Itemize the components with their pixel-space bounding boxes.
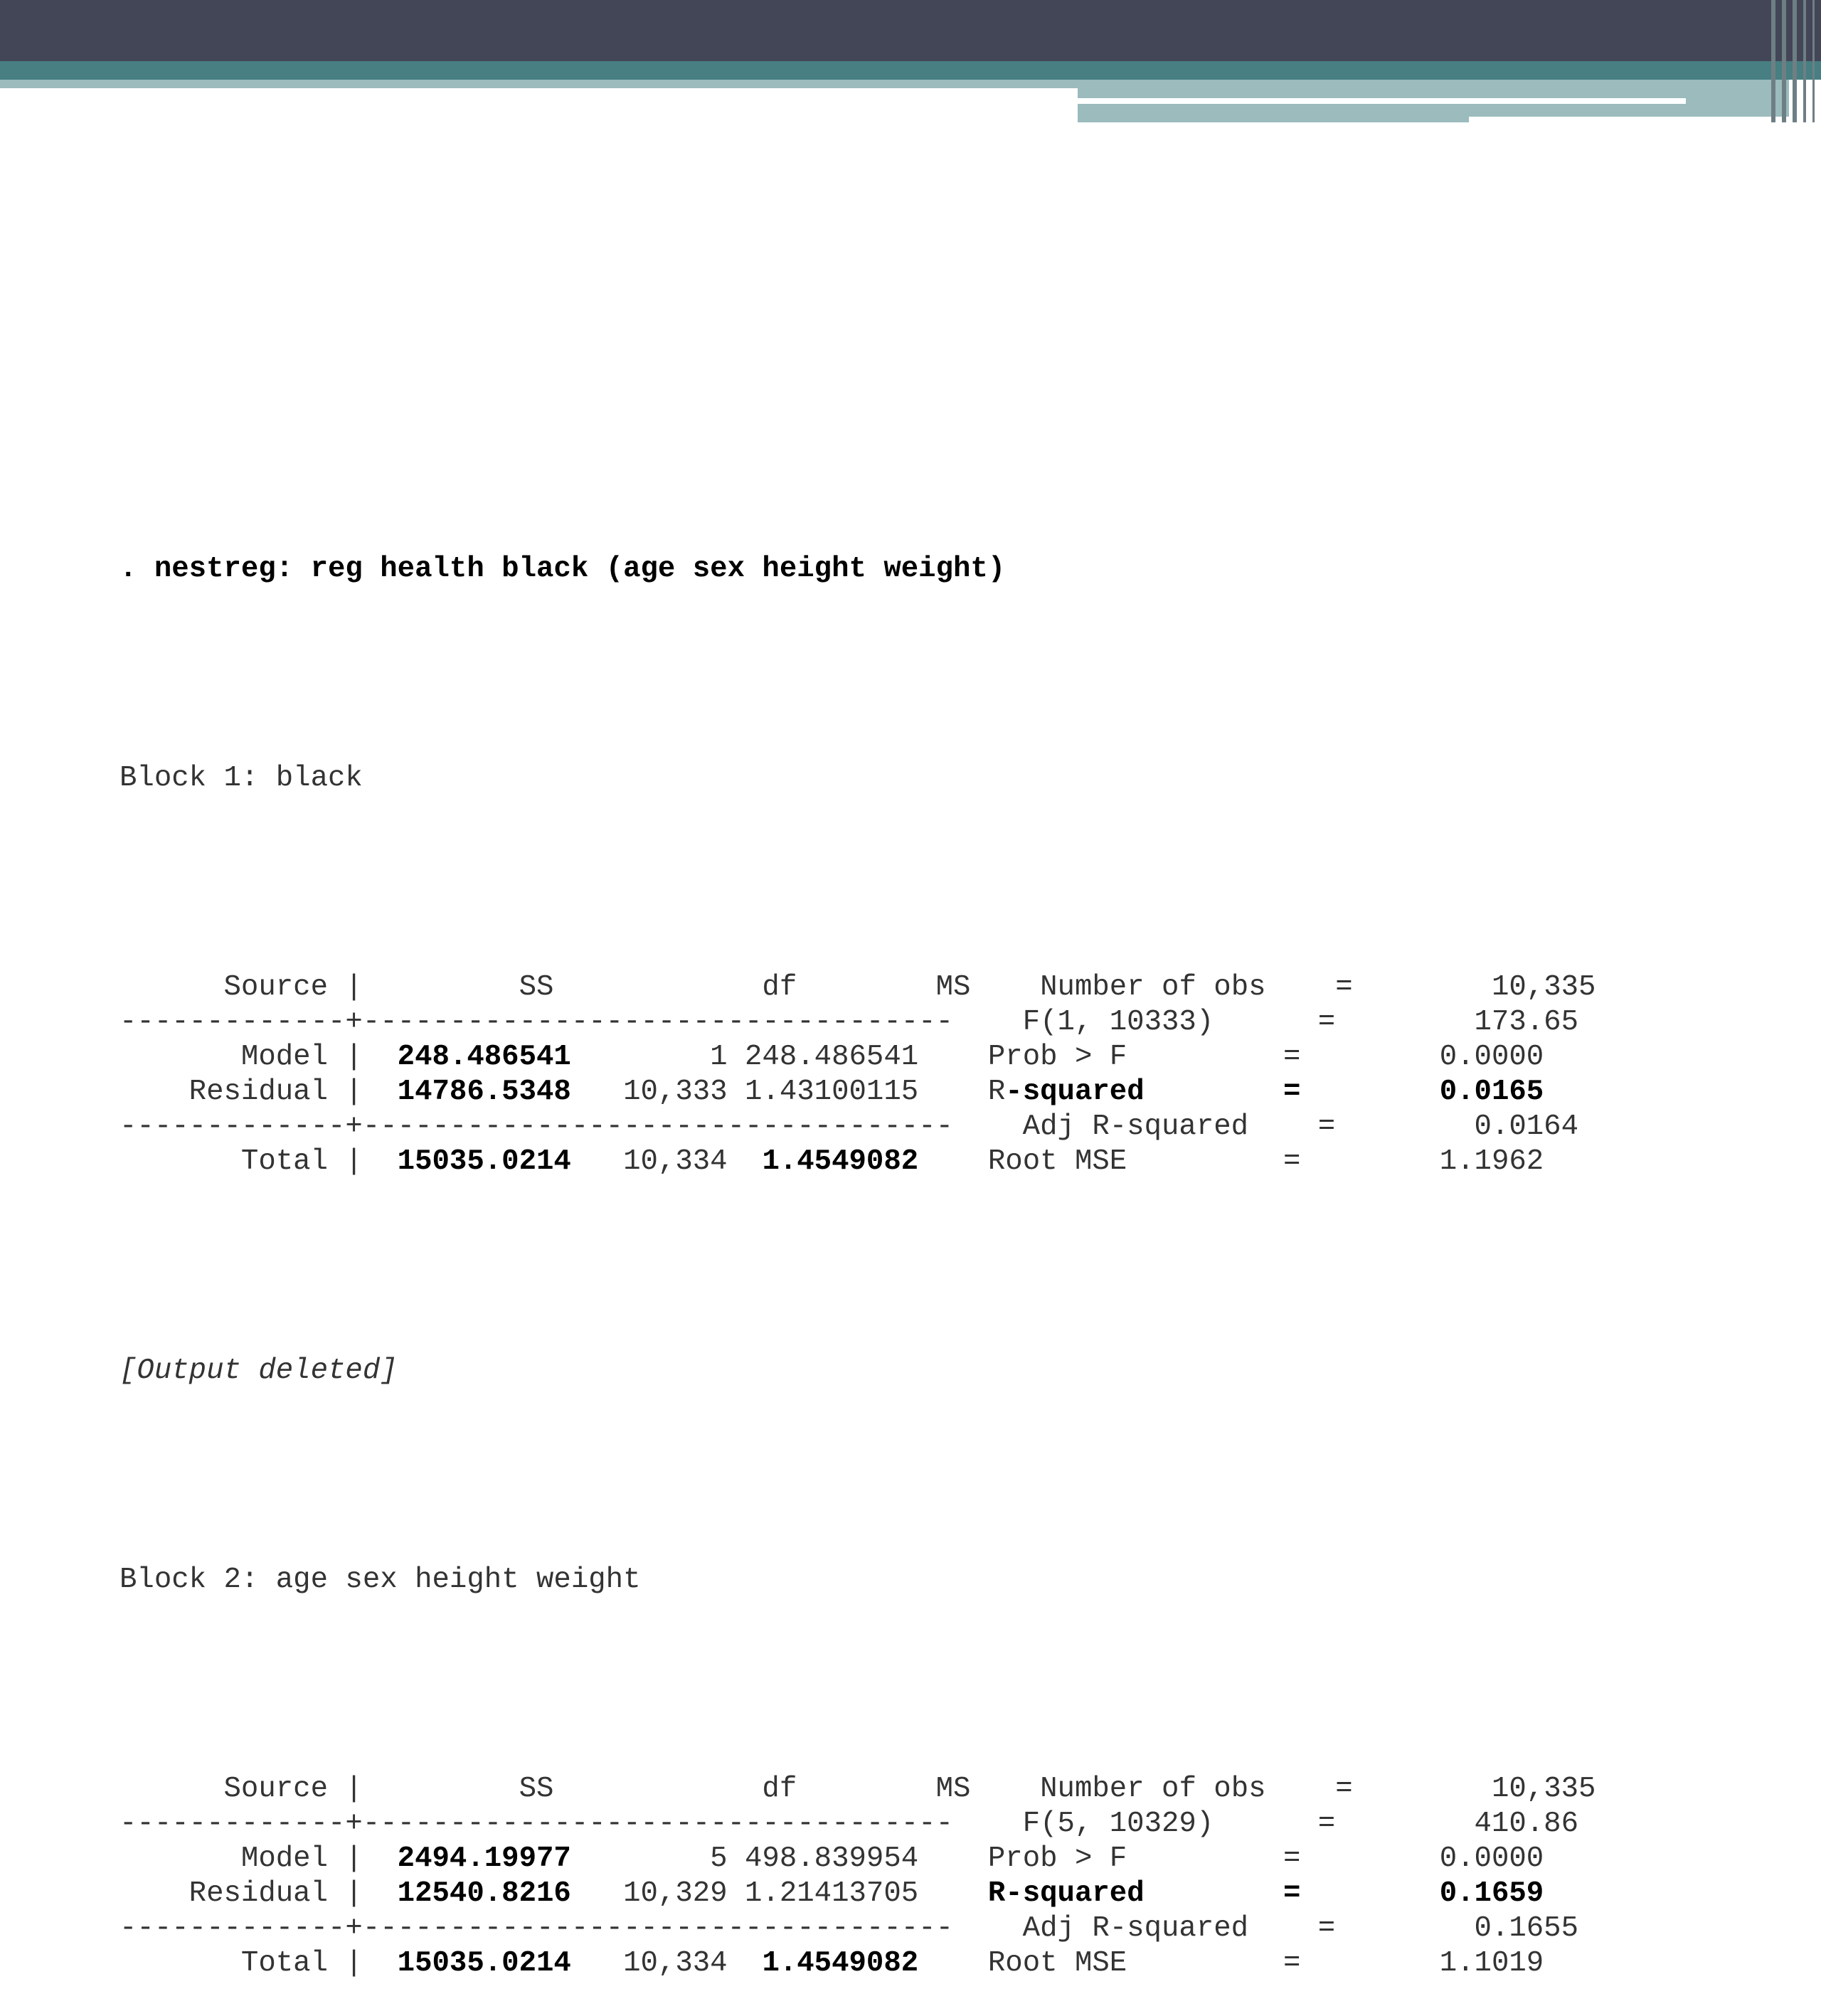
spacer bbox=[918, 1145, 988, 1178]
spacer bbox=[970, 1773, 1040, 1805]
stat-equals: = bbox=[1283, 1076, 1301, 1108]
stat-value: 1.1962 bbox=[1300, 1145, 1544, 1178]
command-line: . nestreg: reg health black (age sex height weight) bbox=[120, 553, 1006, 585]
spacer bbox=[953, 1808, 1023, 1840]
stata-output bbox=[120, 482, 1596, 2016]
spacer bbox=[918, 1947, 988, 1980]
stat-label: F(1, 10333) bbox=[1022, 1006, 1318, 1039]
spacer bbox=[728, 1947, 763, 1980]
spacer bbox=[918, 1041, 988, 1073]
header-vertical-stripe bbox=[1812, 0, 1815, 122]
stat-value: 0.0164 bbox=[1335, 1110, 1579, 1143]
row-df: 5 bbox=[570, 1842, 728, 1875]
stat-value: 0.0000 bbox=[1300, 1041, 1544, 1073]
row-ss: 248.486541 bbox=[397, 1041, 571, 1073]
column-header-ss: SS bbox=[362, 1773, 554, 1805]
spacer bbox=[918, 1877, 988, 1910]
table-header bbox=[120, 970, 1596, 1005]
stat-equals: = bbox=[1317, 1110, 1336, 1143]
table-row bbox=[120, 1040, 1596, 1075]
separator-rule: -------------+---------------------------------- bbox=[120, 1808, 953, 1840]
row-source: Residual | bbox=[120, 1076, 398, 1108]
stat-label: Prob > F bbox=[987, 1041, 1283, 1073]
row-df: 10,334 bbox=[570, 1947, 728, 1980]
header-light-bar bbox=[0, 80, 1078, 88]
blank-line bbox=[120, 1667, 1596, 1702]
column-header-df: df bbox=[553, 971, 797, 1004]
header-teal-bar bbox=[0, 61, 1821, 80]
stat-value: 10,335 bbox=[1352, 971, 1596, 1004]
spacer bbox=[953, 1110, 1023, 1143]
stat-label: -squared bbox=[1005, 1076, 1145, 1108]
row-source: Total | bbox=[120, 1947, 398, 1980]
stat-label: Number of obs bbox=[1040, 971, 1336, 1004]
header-dark-bar bbox=[0, 0, 1821, 61]
table-separator bbox=[120, 1911, 1596, 1946]
output-deleted-note: [Output deleted] bbox=[120, 1354, 398, 1387]
stat-label: Root MSE bbox=[987, 1145, 1283, 1178]
anova-block-2 bbox=[120, 1772, 1596, 1981]
stat-value: 10,335 bbox=[1352, 1773, 1596, 1805]
header-white-stripe-lower bbox=[1469, 117, 1821, 122]
header-white-stripe bbox=[1078, 98, 1686, 104]
row-source: Residual | bbox=[120, 1877, 398, 1910]
blank-line bbox=[120, 866, 1596, 901]
stat-label: Number of obs bbox=[1040, 1773, 1336, 1805]
spacer bbox=[918, 1076, 988, 1108]
row-ss: 15035.0214 bbox=[397, 1947, 571, 1980]
blank-line bbox=[120, 1458, 1596, 1493]
column-header-ms: MS bbox=[797, 971, 971, 1004]
stat-label: Prob > F bbox=[987, 1842, 1283, 1875]
spacer bbox=[953, 1912, 1023, 1945]
stat-equals: = bbox=[1335, 1773, 1353, 1805]
row-ss: 2494.19977 bbox=[397, 1842, 571, 1875]
stat-value: 0.0000 bbox=[1300, 1842, 1544, 1875]
row-source: Model | bbox=[120, 1041, 398, 1073]
table-row bbox=[120, 1842, 1596, 1877]
stat-equals: = bbox=[1317, 1912, 1336, 1945]
anova-block-1 bbox=[120, 970, 1596, 1179]
row-ms: 1.21413705 bbox=[727, 1877, 919, 1910]
table-separator bbox=[120, 1110, 1596, 1145]
header-vertical-stripe bbox=[1782, 0, 1786, 122]
stat-value: 410.86 bbox=[1335, 1808, 1579, 1840]
stat-equals: = bbox=[1335, 971, 1353, 1004]
stat-label: Root MSE bbox=[987, 1947, 1283, 1980]
row-source: Model | bbox=[120, 1842, 398, 1875]
stat-equals: = bbox=[1283, 1041, 1301, 1073]
row-source: Total | bbox=[120, 1145, 398, 1178]
stat-value: 0.0165 bbox=[1300, 1076, 1544, 1108]
table-separator bbox=[120, 1005, 1596, 1040]
spacer bbox=[918, 1842, 988, 1875]
table-row bbox=[120, 1877, 1596, 1911]
stat-value: 173.65 bbox=[1335, 1006, 1579, 1039]
stat-equals: = bbox=[1317, 1006, 1336, 1039]
column-header-ms: MS bbox=[797, 1773, 971, 1805]
block-1-title: Block 1: black bbox=[120, 762, 363, 795]
separator-rule: -------------+---------------------------------- bbox=[120, 1912, 953, 1945]
spacer bbox=[953, 1006, 1023, 1039]
table-row bbox=[120, 1075, 1596, 1110]
block-2-title: Block 2: age sex height weight bbox=[120, 1564, 641, 1596]
stat-equals: = bbox=[1317, 1808, 1336, 1840]
stat-value: 0.1659 bbox=[1300, 1877, 1544, 1910]
stat-label: R bbox=[987, 1076, 1006, 1108]
row-df: 10,329 bbox=[570, 1877, 728, 1910]
row-ss: 14786.5348 bbox=[397, 1076, 571, 1108]
row-ms: 498.839954 bbox=[727, 1842, 919, 1875]
row-ss: 12540.8216 bbox=[397, 1877, 571, 1910]
row-df: 10,334 bbox=[570, 1145, 728, 1178]
spacer bbox=[728, 1145, 763, 1178]
stat-equals: = bbox=[1283, 1842, 1301, 1875]
stat-label: R-squared bbox=[987, 1877, 1283, 1910]
separator-rule: -------------+---------------------------------- bbox=[120, 1006, 953, 1039]
stat-value: 0.1655 bbox=[1335, 1912, 1579, 1945]
table-separator bbox=[120, 1807, 1596, 1842]
column-header-source: Source | bbox=[120, 971, 363, 1004]
stat-equals: = bbox=[1283, 1877, 1301, 1910]
row-ms: 1.4549082 bbox=[762, 1947, 919, 1980]
table-row-total bbox=[120, 1145, 1596, 1179]
spacer bbox=[1145, 1076, 1283, 1108]
row-df: 10,333 bbox=[570, 1076, 728, 1108]
stat-label: Adj R-squared bbox=[1022, 1110, 1318, 1143]
row-ms: 1.4549082 bbox=[762, 1145, 919, 1178]
stat-value: 1.1019 bbox=[1300, 1947, 1544, 1980]
stat-label: Adj R-squared bbox=[1022, 1912, 1318, 1945]
stat-equals: = bbox=[1283, 1947, 1301, 1980]
table-header bbox=[120, 1772, 1596, 1807]
separator-rule: -------------+---------------------------------- bbox=[120, 1110, 953, 1143]
row-ms: 248.486541 bbox=[727, 1041, 919, 1073]
stat-label: F(5, 10329) bbox=[1022, 1808, 1318, 1840]
row-ss: 15035.0214 bbox=[397, 1145, 571, 1178]
column-header-ss: SS bbox=[362, 971, 554, 1004]
blank-line bbox=[120, 657, 1596, 691]
column-header-df: df bbox=[553, 1773, 797, 1805]
blank-line bbox=[120, 1249, 1596, 1284]
row-ms: 1.43100115 bbox=[727, 1076, 919, 1108]
header-vertical-stripe bbox=[1771, 0, 1775, 122]
stat-equals: = bbox=[1283, 1145, 1301, 1178]
spacer bbox=[970, 971, 1040, 1004]
table-row-total bbox=[120, 1946, 1596, 1981]
header-vertical-stripe bbox=[1793, 0, 1797, 122]
row-df: 1 bbox=[570, 1041, 728, 1073]
header-vertical-stripe bbox=[1803, 0, 1806, 122]
column-header-source: Source | bbox=[120, 1773, 363, 1805]
